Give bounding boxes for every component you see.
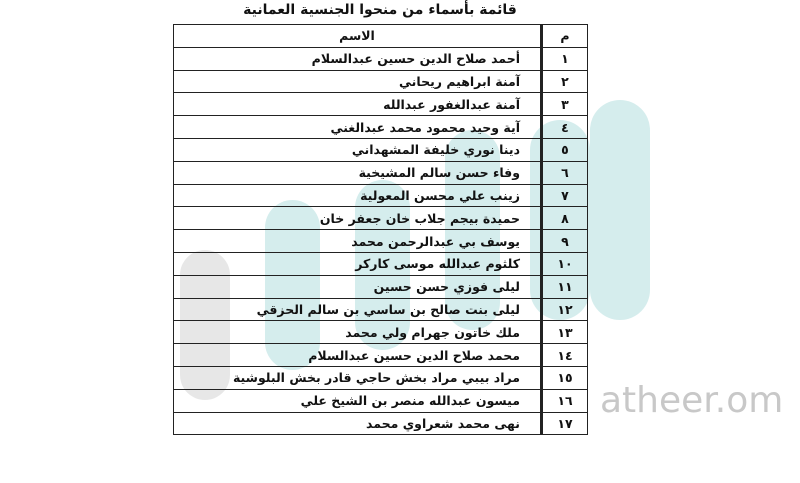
row-number: ٣ [542, 93, 588, 116]
table-row [174, 366, 588, 389]
table-row [174, 184, 588, 207]
row-name: وفاء حسن سالم المشيخية [174, 161, 542, 184]
table-row [174, 252, 588, 275]
row-number: ١٣ [542, 321, 588, 344]
table-row [174, 275, 588, 298]
row-name: ليلى فوزي حسن حسين [174, 275, 542, 298]
table-row [174, 93, 588, 116]
table-body [174, 47, 588, 435]
row-number: ١٠ [542, 252, 588, 275]
table-row [174, 161, 588, 184]
row-number: ٦ [542, 161, 588, 184]
watermark-shape [590, 100, 650, 320]
table-row [174, 389, 588, 412]
table-row [174, 321, 588, 344]
table-row [174, 116, 588, 139]
table-row [174, 70, 588, 93]
table-header-row [174, 25, 588, 48]
watermark-text: atheer.om [600, 380, 784, 421]
header-number: م [542, 25, 588, 48]
row-number: ٨ [542, 207, 588, 230]
row-number: ١٥ [542, 366, 588, 389]
row-number: ١ [542, 47, 588, 70]
row-number: ٧ [542, 184, 588, 207]
row-number: ٥ [542, 138, 588, 161]
row-name: ميسون عبدالله منصر بن الشيخ علي [174, 389, 542, 412]
table-row [174, 298, 588, 321]
row-name: آمنة عبدالغفور عبدالله [174, 93, 542, 116]
row-number: ٢ [542, 70, 588, 93]
names-table [173, 24, 588, 435]
row-name: دينا نوري خليفة المشهداني [174, 138, 542, 161]
row-name: مراد بيبي مراد بخش حاجي قادر بخش البلوشية [174, 366, 542, 389]
table-row [174, 207, 588, 230]
table-row [174, 230, 588, 253]
row-name: آية وحيد محمود محمد عبدالغني [174, 116, 542, 139]
row-name: نهى محمد شعراوي محمد [174, 412, 542, 435]
row-number: ٤ [542, 116, 588, 139]
table-row [174, 412, 588, 435]
row-name: حميدة بيجم جلاب خان جعفر خان [174, 207, 542, 230]
table-row [174, 138, 588, 161]
row-name: كلثوم عبدالله موسى كاركر [174, 252, 542, 275]
row-name: محمد صلاح الدين حسين عبدالسلام [174, 344, 542, 367]
header-name: الاسم [174, 25, 542, 48]
row-number: ١٦ [542, 389, 588, 412]
row-number: ١٤ [542, 344, 588, 367]
row-name: زينب علي محسن المعولية [174, 184, 542, 207]
document-title: قائمة بأسماء من منحوا الجنسية العمانية [243, 2, 517, 18]
row-name: ملك خاتون جهرام ولي محمد [174, 321, 542, 344]
row-number: ١١ [542, 275, 588, 298]
row-name: يوسف بي عبدالرحمن محمد [174, 230, 542, 253]
table-row [174, 344, 588, 367]
row-name: ليلى بنت صالح بن ساسي بن سالم الحزقي [174, 298, 542, 321]
row-number: ١٧ [542, 412, 588, 435]
row-number: ٩ [542, 230, 588, 253]
row-number: ١٢ [542, 298, 588, 321]
row-name: آمنة ابراهيم ريحاني [174, 70, 542, 93]
table-row [174, 47, 588, 70]
row-name: أحمد صلاح الدين حسين عبدالسلام [174, 47, 542, 70]
